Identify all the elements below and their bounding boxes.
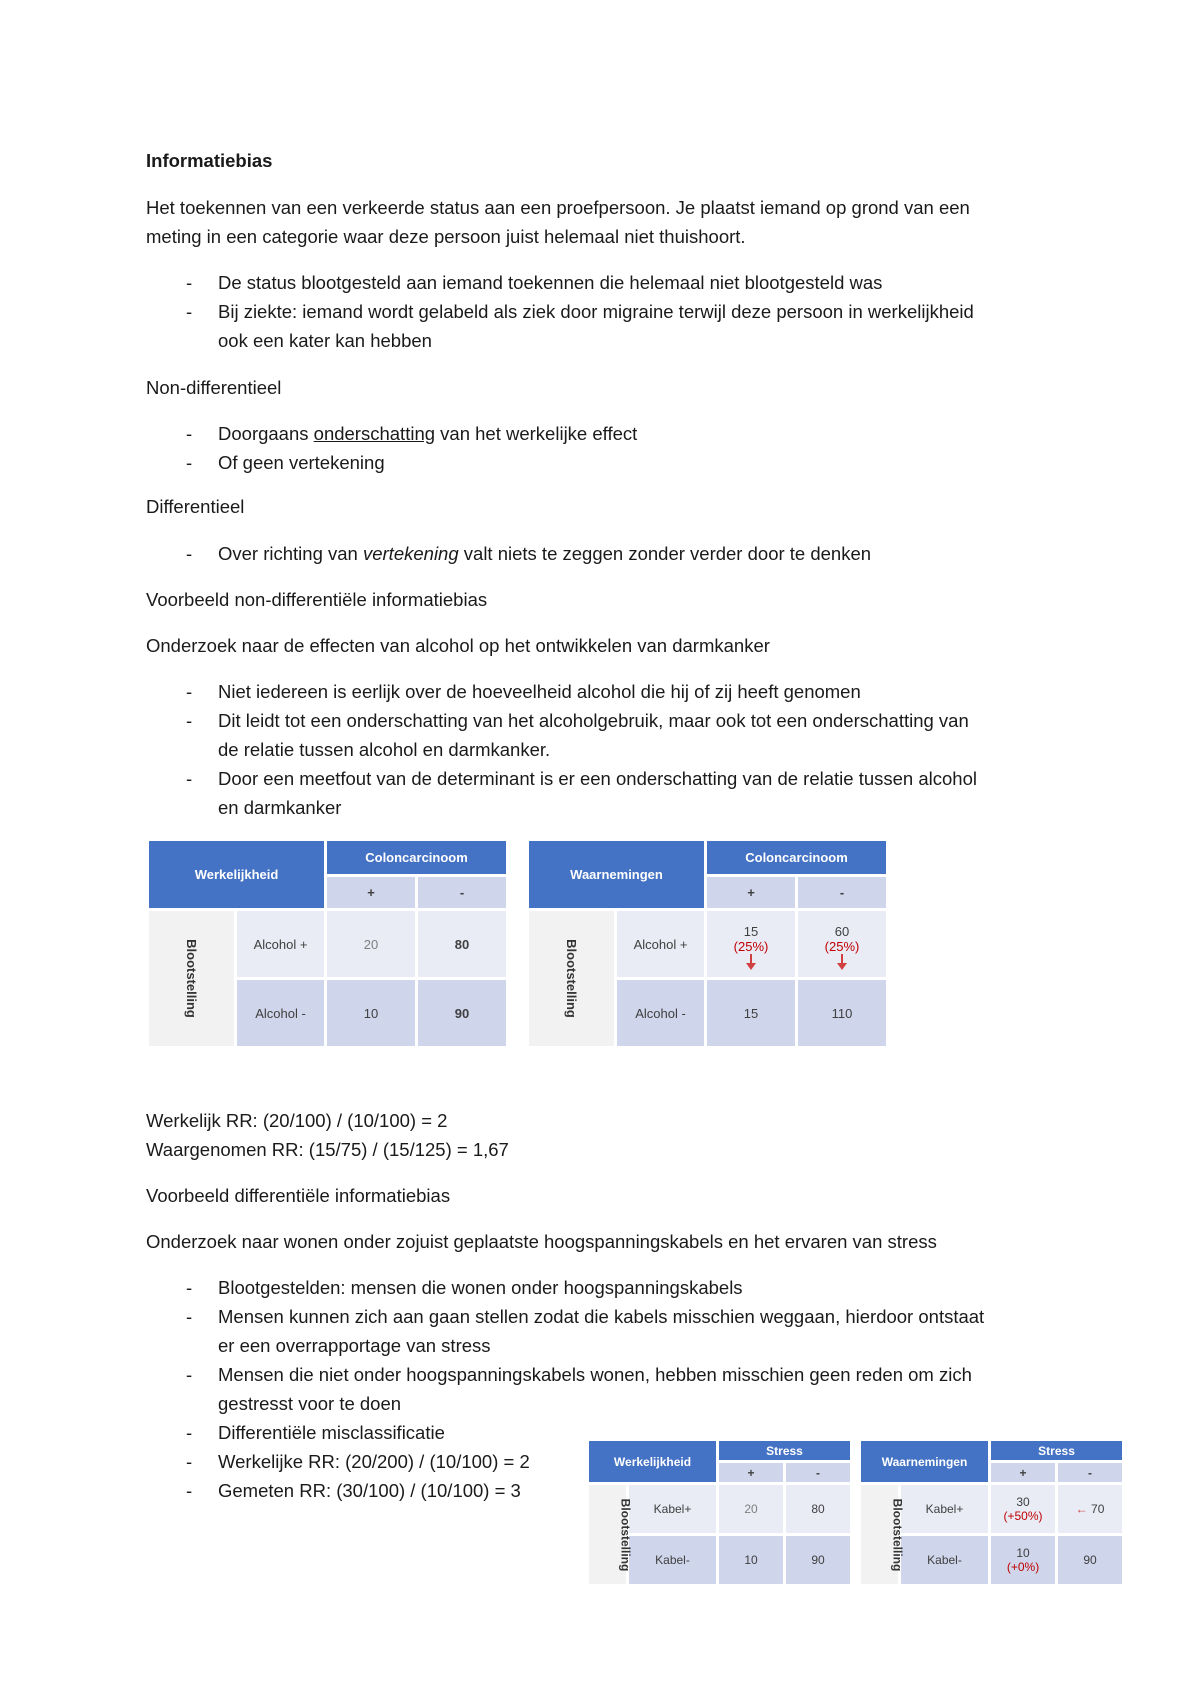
- row-label: Kabel+: [900, 1484, 990, 1535]
- cell-c: 10: [326, 979, 417, 1048]
- cell-b: 80: [417, 910, 508, 979]
- list-item-text: gestresst voor te doen: [218, 1393, 402, 1414]
- list-item: - Bij ziekte: iemand wordt gelabeld als ziek door migraine terwijl deze persoon in werkelijkheid: [146, 297, 974, 326]
- cell-d: 90: [1057, 1535, 1124, 1586]
- cell-a: [990, 1484, 1057, 1535]
- italic-text: vertekening: [362, 543, 459, 564]
- list-item-continuation: [146, 735, 977, 764]
- list-item-continuation: [146, 326, 974, 355]
- cell-a: 20: [326, 910, 417, 979]
- cell-d: 90: [785, 1535, 852, 1586]
- list-item: - Door een meetfout van de determinant is er een onderschatting van de relatie tussen alcohol: [146, 764, 977, 793]
- row-label: Alcohol -: [236, 979, 326, 1048]
- side-label-text: Blootstelling: [890, 1498, 905, 1571]
- rr-observed: Waargenomen RR: (15/75) / (15/125) = 1,67: [146, 1139, 509, 1160]
- table-outcome-header: Stress: [990, 1440, 1124, 1462]
- col-minus: -: [797, 876, 888, 910]
- table-outcome-header: Stress: [718, 1440, 852, 1462]
- row-label: Alcohol -: [616, 979, 706, 1048]
- table-side-label: [148, 910, 236, 1048]
- cell-b: 80: [785, 1484, 852, 1535]
- table-side-label: [860, 1484, 905, 1586]
- cell-b-value: 70: [1091, 1502, 1105, 1516]
- cell-b: [797, 910, 888, 979]
- list-item: - De status blootgesteld aan iemand toekennen die helemaal niet blootgesteld was: [146, 268, 974, 297]
- table-outcome-header: Coloncarcinoom: [326, 840, 508, 876]
- arrow-left-icon: ←: [1075, 1502, 1088, 1516]
- non-diff-heading: Non-differentieel: [146, 377, 282, 398]
- intro-line-1: Het toekennen van een verkeerde status aan een proefpersoon. Je plaatst iemand op grond van een: [146, 197, 970, 218]
- example2-heading: Voorbeeld differentiële informatiebias: [146, 1185, 451, 1206]
- list-item: - Gemeten RR: (30/100) / (10/100) = 3: [146, 1476, 984, 1505]
- cell-a: [706, 910, 797, 979]
- table-stress-observed: [858, 1438, 1125, 1587]
- arrow-down-icon: [750, 954, 752, 964]
- intro-bullet-list: [146, 268, 974, 355]
- list-item: - Mensen die niet onder hoogspanningskabels wonen, hebben misschien geen reden om zich: [146, 1360, 984, 1389]
- cell-b: [1057, 1484, 1124, 1535]
- cell-c: 10: [718, 1535, 785, 1586]
- cell-a-change: (+50%): [1003, 1509, 1043, 1523]
- table-corner: Waarnemingen: [528, 840, 706, 910]
- list-item: - Werkelijke RR: (20/200) / (10/100) = 2: [146, 1447, 984, 1476]
- cell-c-value: 10: [1016, 1546, 1030, 1560]
- cell-a-change: (25%): [733, 939, 769, 954]
- table-side-label: [528, 910, 616, 1048]
- cell-d: 90: [417, 979, 508, 1048]
- diff-heading: Differentieel: [146, 496, 245, 517]
- list-item-text: ook een kater kan hebben: [218, 330, 432, 351]
- col-plus: +: [706, 876, 797, 910]
- col-plus: +: [326, 876, 417, 910]
- text: Over richting van: [218, 543, 363, 564]
- row-label: Alcohol +: [236, 910, 326, 979]
- section-heading: Informatiebias: [146, 150, 273, 171]
- intro-line-2: meting in een categorie waar deze persoon juist helemaal niet thuishoort.: [146, 226, 746, 247]
- list-item-text: er een overrapportage van stress: [218, 1335, 491, 1356]
- list-item: - Differentiële misclassificatie: [146, 1418, 984, 1447]
- list-item-text: en darmkanker: [218, 797, 342, 818]
- cell-b-change: (25%): [824, 939, 860, 954]
- list-item: - Mensen kunnen zich aan gaan stellen zodat die kabels misschien weggaan, hierdoor ontstaat: [146, 1302, 984, 1331]
- list-item: - Dit leidt tot een onderschatting van het alcoholgebruik, maar ook tot een onderschatting van: [146, 706, 977, 735]
- rr-real: Werkelijk RR: (20/100) / (10/100) = 2: [146, 1110, 448, 1131]
- table-alcohol-observed: [526, 838, 889, 1049]
- cell-a: 20: [718, 1484, 785, 1535]
- cell-b-value: 60: [834, 924, 850, 939]
- table-corner: Werkelijkheid: [148, 840, 326, 910]
- cell-c: [990, 1535, 1057, 1586]
- list-item: [146, 419, 637, 448]
- text: van het werkelijke effect: [435, 423, 638, 444]
- table-alcohol-reality: [146, 838, 509, 1049]
- list-item: - Niet iedereen is eerlijk over de hoeveelheid alcohol die hij of zij heeft genomen: [146, 677, 977, 706]
- table-corner: Waarnemingen: [860, 1440, 990, 1484]
- row-label: Kabel-: [628, 1535, 718, 1586]
- cell-c-change: (+0%): [1006, 1560, 1040, 1574]
- example1-subject: Onderzoek naar de effecten van alcohol op het ontwikkelen van darmkanker: [146, 635, 770, 656]
- col-plus: +: [990, 1462, 1057, 1484]
- list-item: [146, 539, 871, 568]
- cell-d: 110: [797, 979, 888, 1048]
- text: Doorgaans: [218, 423, 314, 444]
- row-label: Alcohol +: [616, 910, 706, 979]
- col-minus: -: [1057, 1462, 1124, 1484]
- list-item-text: de relatie tussen alcohol en darmkanker.: [218, 739, 551, 760]
- text: valt niets te zeggen zonder verder door te denken: [458, 543, 872, 564]
- col-plus: +: [718, 1462, 785, 1484]
- table-outcome-header: Coloncarcinoom: [706, 840, 888, 876]
- col-minus: -: [417, 876, 508, 910]
- side-label-text: Blootstelling: [564, 939, 579, 1018]
- col-minus: -: [785, 1462, 852, 1484]
- list-item-continuation: [146, 793, 977, 822]
- cell-a-value: 30: [1016, 1495, 1030, 1509]
- side-label-text: Blootstelling: [184, 939, 199, 1018]
- cell-a-value: 15: [743, 924, 759, 939]
- arrow-down-icon: [841, 954, 843, 964]
- non-diff-list: [146, 419, 637, 477]
- row-label: Kabel+: [628, 1484, 718, 1535]
- diff-list: [146, 539, 871, 568]
- cell-c: 15: [706, 979, 797, 1048]
- row-label: Kabel-: [900, 1535, 990, 1586]
- example1-list: [146, 677, 977, 822]
- table-stress-reality: [586, 1438, 853, 1587]
- example1-heading: Voorbeeld non-differentiële informatiebias: [146, 589, 488, 610]
- underlined-text: onderschatting: [313, 423, 436, 444]
- list-item: - Of geen vertekening: [146, 448, 637, 477]
- side-label-text: Blootstelling: [618, 1498, 633, 1571]
- list-item-continuation: [146, 1331, 984, 1360]
- table-side-label: [588, 1484, 633, 1586]
- list-item: - Blootgestelden: mensen die wonen onder hoogspanningskabels: [146, 1273, 984, 1302]
- example2-subject: Onderzoek naar wonen onder zojuist geplaatste hoogspanningskabels en het ervaren van stress: [146, 1231, 937, 1252]
- table-corner: Werkelijkheid: [588, 1440, 718, 1484]
- list-item-continuation: [146, 1389, 984, 1418]
